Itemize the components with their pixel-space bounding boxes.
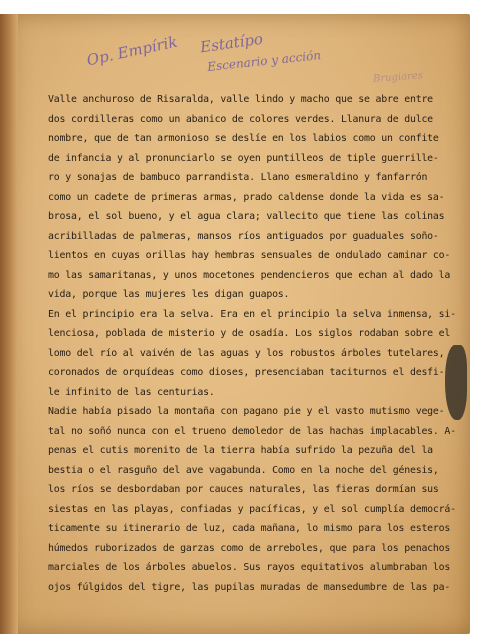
handwritten-note-top-right: Brugiares [372, 70, 424, 85]
handwritten-note-top-middle: Estatípo [199, 29, 265, 57]
text-line: marciales de los árboles abuelos. Sus rayos equitativos alumbraban los [48, 562, 451, 573]
text-line: coronados de orquídeas como dioses, presenciaban taciturnos el desfi- [48, 367, 445, 378]
text-line: bestia o el rasguño del ave vagabunda. Como en la noche del génesis, [48, 464, 439, 476]
text-line: siestas en las playas, confiadas y pacíficas, y el sol cumplía democrá- [48, 503, 456, 515]
text-line: En el principio era la selva. Era en el principio la selva inmensa, si- [48, 308, 456, 320]
handwritten-note-top-left: Op. Empírik [85, 32, 179, 70]
text-line: Valle anchuroso de Risaralda, valle lindo y macho que se abre entre [48, 94, 433, 105]
text-line: lientos en cuyas orillas hay hembras sensuales de ondulado caminar co- [48, 250, 451, 261]
ink-stain [445, 345, 467, 420]
text-line: dos cordilleras como un abanico de colores verdes. Llanura de dulce [48, 113, 433, 125]
text-line: ticamente su itinerario de luz, cada mañana, lo mismo para los esteros [48, 523, 451, 534]
text-line: mo las samaritanas, y unos mocetones pendencieros que echan al dado la [48, 269, 451, 281]
text-line: ojos fúlgidos del tigre, las pupilas muradas de mansedumbre de las pa- [48, 581, 451, 593]
text-line: penas el cutis morenito de la tierra había sufrido la pezuña del la [48, 445, 433, 456]
text-line: lomo del río al vaivén de las aguas y los robustos árboles tutelares, [48, 347, 445, 359]
text-line: tal no soñó nunca con el trueno demoledor de las hachas implacables. A- [48, 425, 456, 437]
handwritten-note-top-middle-second: Escenario y acción [206, 48, 322, 74]
text-line: húmedos ruborizados de garzas como de arreboles, que para los penachos [48, 542, 451, 554]
text-line: Nadie había pisado la montaña con pagano pie y el vasto mutismo vege- [48, 406, 445, 417]
text-line: nombre, que de tan armonioso se deslíe en los labios como un confite [48, 133, 439, 144]
text-line: acribilladas de palmeras, mansos ríos antiguados por guaduales soño- [48, 230, 439, 242]
text-line: los ríos se desbordaban por cauces naturales, las fieras dormían sus [48, 484, 439, 495]
text-line: brosa, el sol bueno, y el agua clara; vallecito que tiene las colinas [48, 211, 445, 222]
text-line: le infinito de las centurias. [48, 386, 215, 398]
book-binding [0, 14, 18, 634]
text-line: vida, porque las mujeres les digan guapos. [48, 289, 290, 300]
text-line: lenciosa, poblada de misterio y de osadía. Los siglos rodaban sobre el [48, 328, 451, 339]
typed-body-text [48, 90, 456, 597]
text-line: de infancia y al pronunciarlo se oyen puntilleos de tiple guerrille- [48, 152, 439, 164]
text-line: como un cadete de primeras armas, prado caldense donde la vida es sa- [48, 191, 445, 203]
text-line: ro y sonajas de bambuco parrandista. Llano esmeraldino y fanfarrón [48, 172, 428, 183]
